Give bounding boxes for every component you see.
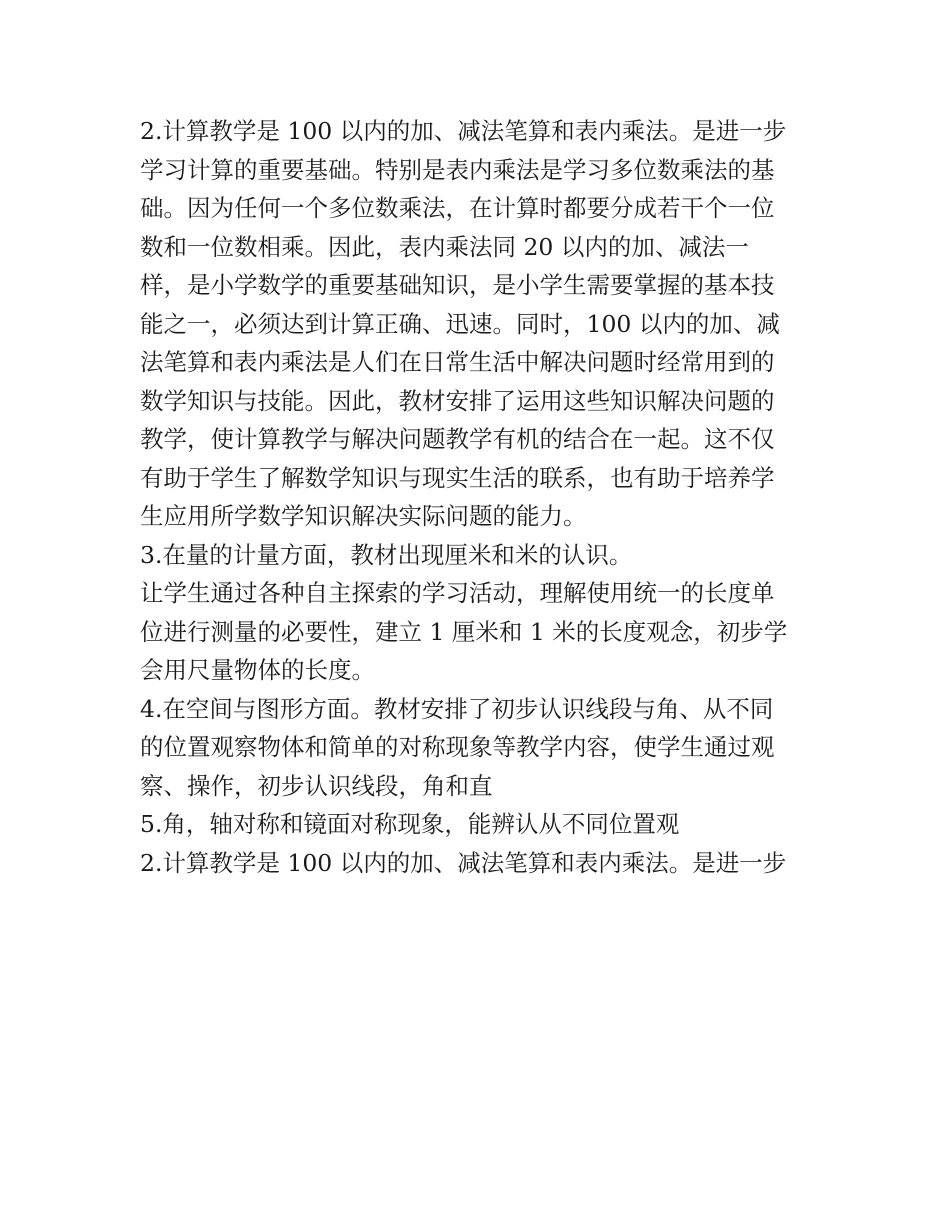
text-line: 数学知识与技能。因此，教材安排了运用这些知识解决问题的 <box>140 386 775 415</box>
text-line: 位进行测量的必要性，建立 1 厘米和 1 米的长度观念，初步学 <box>140 617 788 646</box>
text-line: 4.在空间与图形方面。教材安排了初步认识线段与角、从不同 <box>140 694 774 723</box>
text-line: 法笔算和表内乘法是人们在日常生活中解决问题时经常用到的 <box>140 348 775 376</box>
text-line: 样，是小学数学的重要基础知识，是小学生需要掌握的基本技 <box>140 271 775 299</box>
text-line: 有助于学生了解数学知识与现实生活的联系，也有助于培养学 <box>140 463 775 492</box>
text-line: 能之一，必须达到计算正确、迅速。同时，100 以内的加、减 <box>140 309 780 338</box>
text-line: 2.计算教学是 100 以内的加、减法笔算和表内乘法。是进一步 <box>140 117 787 145</box>
text-line: 生应用所学数学知识解决实际问题的能力。 <box>140 502 587 530</box>
text-line: 的位置观察物体和简单的对称现象等教学内容，使学生通过观 <box>140 733 775 761</box>
text-line: 学习计算的重要基础。特别是表内乘法是学习多位数乘法的基 <box>140 155 775 184</box>
text-line: 2.计算教学是 100 以内的加、减法笔算和表内乘法。是进一步 <box>140 848 787 877</box>
text-line: 数和一位数相乘。因此，表内乘法同 20 以内的加、减法一 <box>140 232 749 261</box>
text-line: 会用尺量物体的长度。 <box>140 656 375 684</box>
document-body <box>140 112 820 882</box>
text-line: 让学生通过各种自主探索的学习活动，理解使用统一的长度单 <box>140 579 775 607</box>
text-line: 教学，使计算教学与解决问题教学有机的结合在一起。这不仅 <box>140 425 775 453</box>
text-line: 5.角，轴对称和镜面对称现象，能辨认从不同位置观 <box>140 810 680 838</box>
text-line: 3.在量的计量方面，教材出现厘米和米的认识。 <box>140 540 633 569</box>
text-line: 察、操作，初步认识线段，角和直 <box>140 771 493 800</box>
text-line: 础。因为任何一个多位数乘法，在计算时都要分成若干个一位 <box>140 194 775 222</box>
